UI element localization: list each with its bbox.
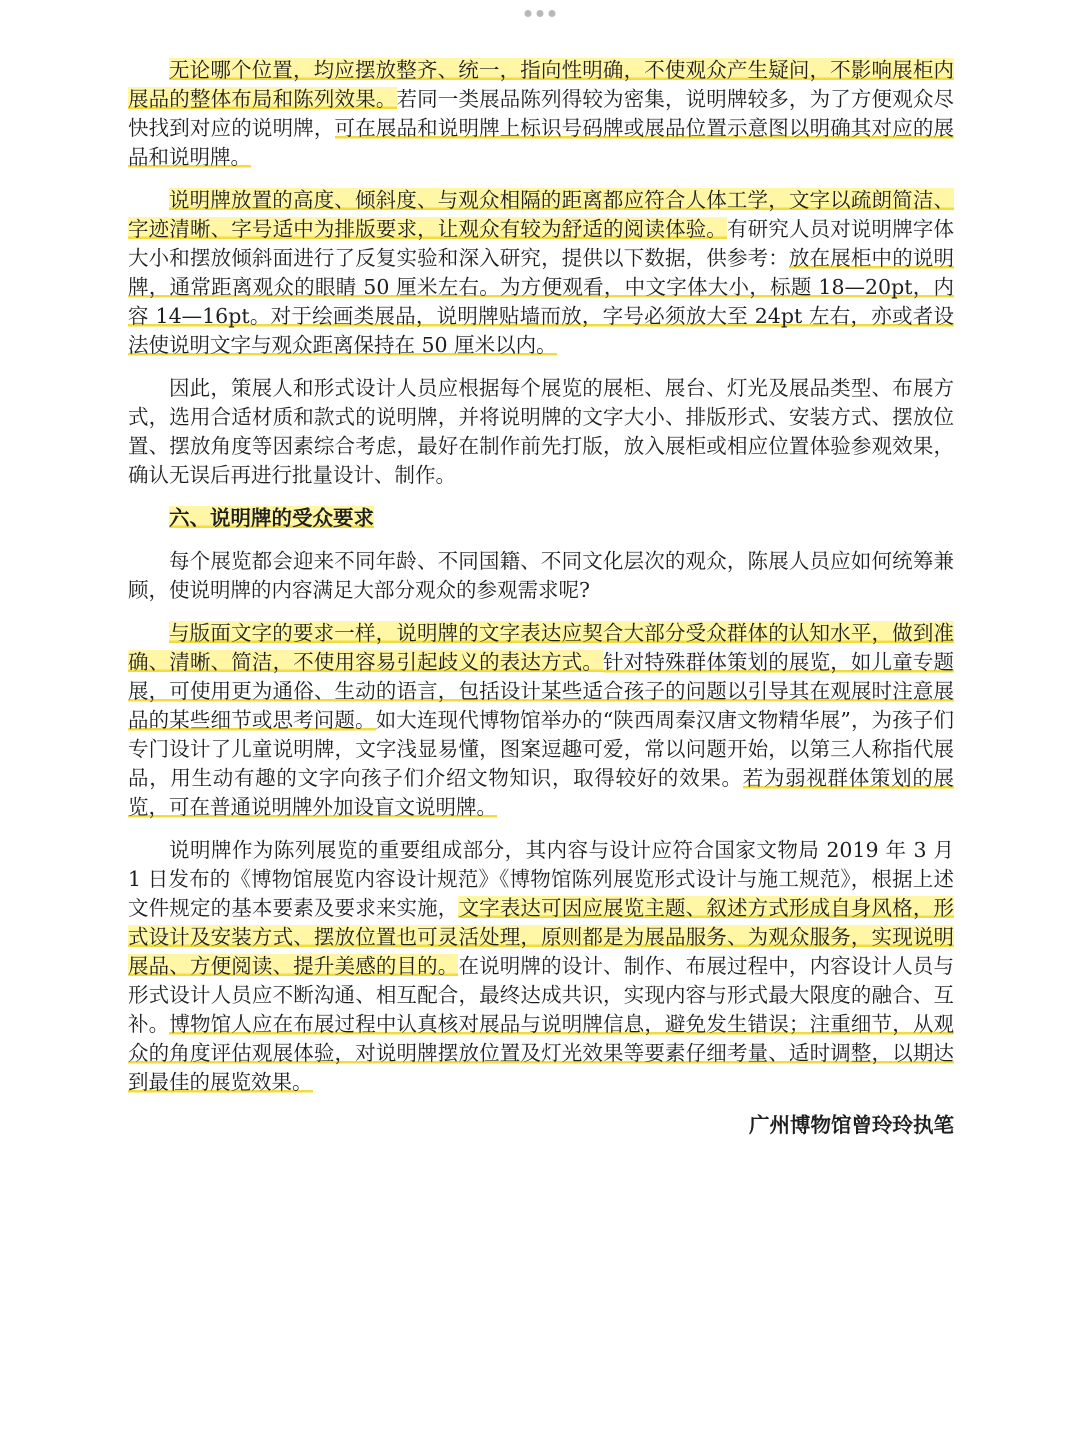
paragraph-standards: [128, 836, 954, 1097]
document-page: [128, 56, 954, 1140]
underlined-text: 针对特殊群体策划的展览，如儿童专题展，可使用更为通俗、生动的语言，包括设计某些适合孩子的问题以引导其在观展时注意展品的某些细节或思考问题。: [128, 650, 955, 732]
plain-text: 说明牌作为陈列展览的重要组成部分，其内容与设计应符合国家文物局 2019 年 3 月 1 日发布的《博物馆展览内容设计规范》《博物馆陈列展览形式设计与施工规范》，根据上述文件规定的基本要素及要求来实施，: [128, 838, 954, 920]
paragraph-position: [128, 56, 954, 172]
plain-text: 若同一类展品陈列得较为密集，说明牌较多，为了方便观众尽快找到对应的说明牌，: [128, 87, 954, 140]
more-dot: [549, 10, 556, 17]
highlighted-text: 文字表达可因应展览主题、叙述方式形成自身风格，形式设计及安装方式、摆放位置也可灵活处理，原则都是为展品服务、为观众服务，实现说明展品、方便阅读、提升美感的目的。: [128, 896, 955, 978]
highlighted-heading: 六、说明牌的受众要求: [169, 506, 374, 530]
more-options-icon[interactable]: [519, 8, 562, 19]
plain-text: 每个展览都会迎来不同年龄、不同国籍、不同文化层次的观众，陈展人员应如何统筹兼顾，使说明牌的内容满足大部分观众的参观需求呢?: [128, 549, 954, 602]
more-dot: [537, 10, 544, 17]
paragraph-ergonomics: [128, 186, 954, 360]
highlighted-text: 说明牌放置的高度、倾斜度、与观众相隔的距离都应符合人体工学，文字以疏朗简洁、字迹清晰、字号适中为排版要求，让观众有较为舒适的阅读体验。: [128, 188, 954, 241]
paragraph-audience-question: [128, 547, 954, 605]
underlined-text: 若为弱视群体策划的展览，可在普通说明牌外加设盲文说明牌。: [128, 766, 955, 819]
plain-text: 因此，策展人和形式设计人员应根据每个展览的展柜、展台、灯光及展品类型、布展方式，选用合适材质和款式的说明牌，并将说明牌的文字大小、排版形式、安装方式、摆放位置、摆放角度等因素综合考虑，最好在制作前先打版，放入展柜或相应位置体验参观效果，确认无误后再进行批量设计、制作。: [128, 376, 954, 487]
author-signature: 广州博物馆曾玲玲执笔: [749, 1113, 954, 1137]
section-heading: [128, 504, 954, 533]
more-dot: [525, 10, 532, 17]
underlined-text: 博物馆人应在布展过程中认真核对展品与说明牌信息，避免发生错误；注重细节，从观众的角度评估观展体验，对说明牌摆放位置及灯光效果等要素仔细考量、适时调整，以期达到最佳的展览效果。: [128, 1012, 955, 1094]
paragraph-audience-requirements: [128, 619, 954, 822]
underlined-text: 放在展柜中的说明牌，通常距离观众的眼睛 50 厘米左右。为方便观看，中文字体大小，标题 18—20pt，内容 14—16pt。对于绘画类展品，说明牌贴墙而放，字号必须放大至 24pt 左右，亦或者设法使说明文字与观众距离保持在 50 厘米以内。: [128, 246, 954, 357]
underlined-text: 可在展品和说明牌上标识号码牌或展品位置示意图以明确其对应的展品和说明牌。: [128, 116, 955, 169]
plain-text: 如大连现代博物馆举办的“陕西周秦汉唐文物精华展”，为孩子们专门设计了儿童说明牌，文字浅显易懂，图案逗趣可爱，常以问题开始，以第三人称指代展品，用生动有趣的文字向孩子们介绍文物知识，取得较好的效果。: [128, 708, 955, 790]
paragraph-conclusion: [128, 374, 954, 490]
highlighted-text: 与版面文字的要求一样，说明牌的文字表达应契合大部分受众群体的认知水平，做到准确、清晰、简洁，不使用容易引起歧义的表达方式。: [128, 621, 954, 674]
highlighted-text: 无论哪个位置，均应摆放整齐、统一，指向性明确，不使观众产生疑问，不影响展柜内展品的整体布局和陈列效果。: [128, 58, 954, 111]
plain-text: 有研究人员对说明牌字体大小和摆放倾斜面进行了反复实验和深入研究，提供以下数据，供参考：: [128, 217, 955, 270]
plain-text: 在说明牌的设计、制作、布展过程中，内容设计人员与形式设计人员应不断沟通、相互配合，最终达成共识，实现内容与形式最大限度的融合、互补。: [128, 954, 955, 1036]
